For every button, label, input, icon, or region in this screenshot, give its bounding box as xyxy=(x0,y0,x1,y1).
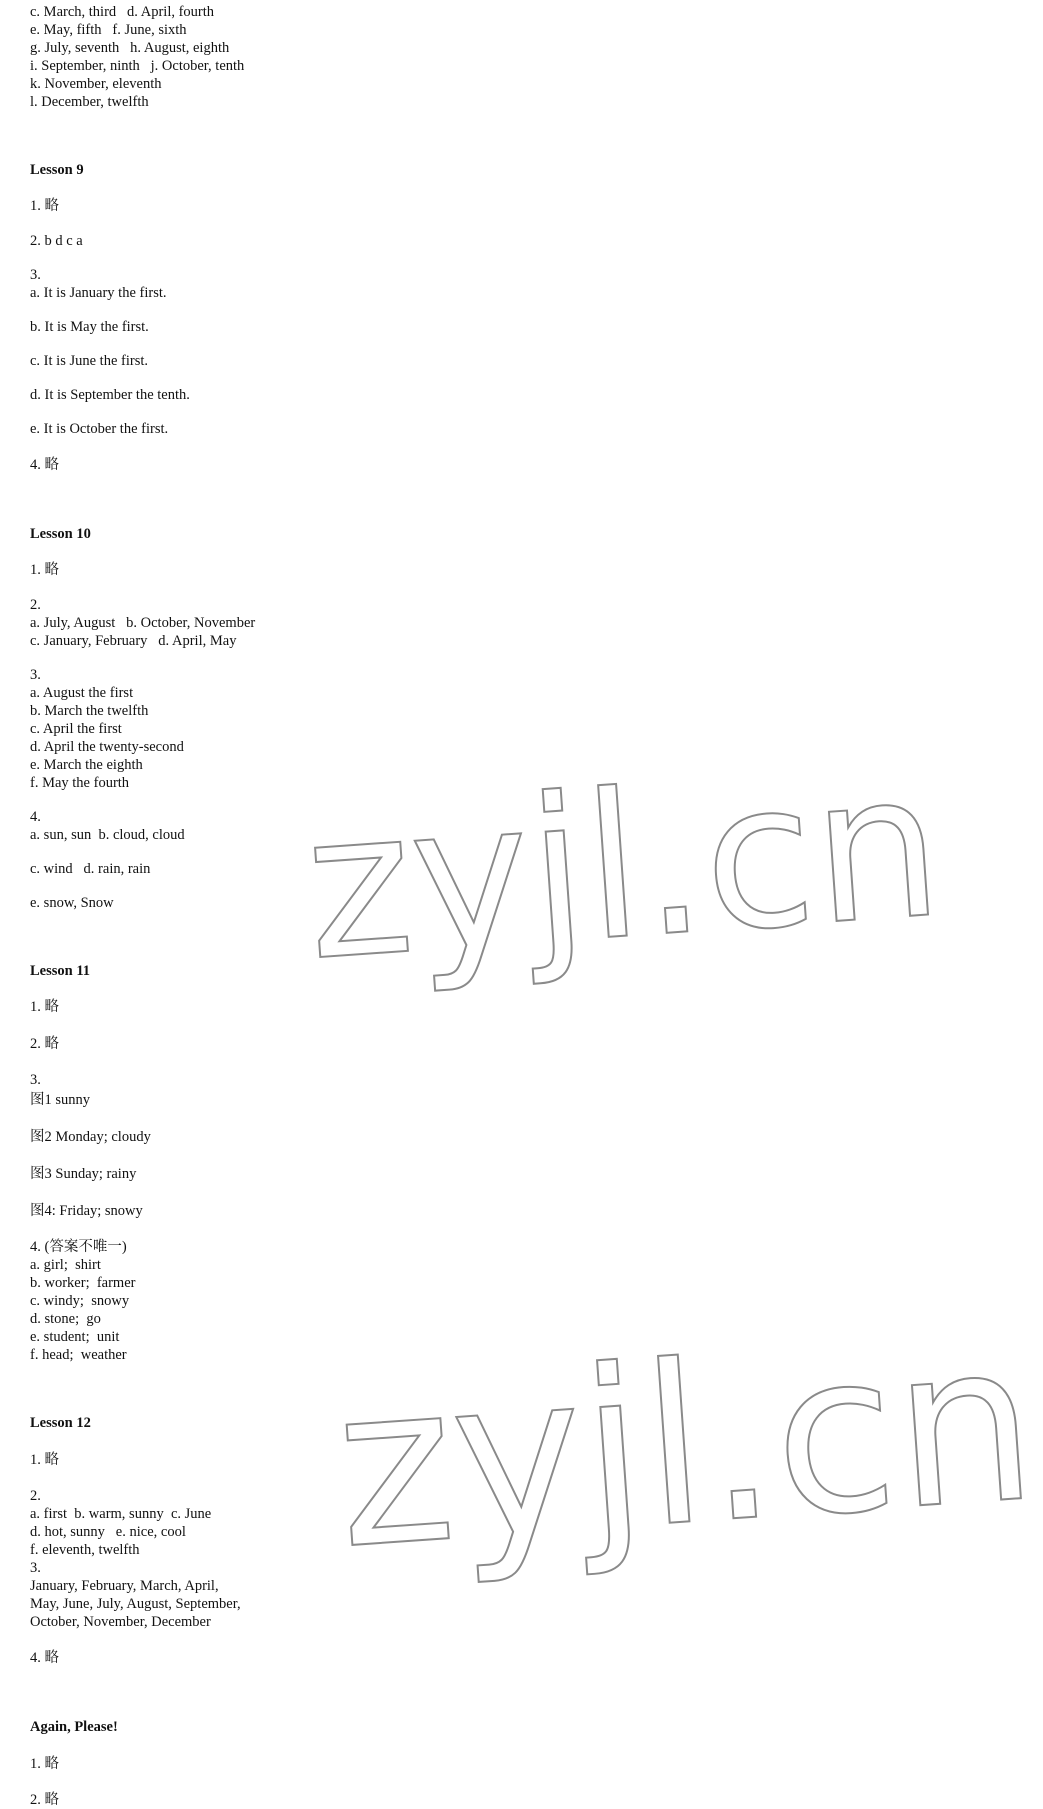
text-line: c. January, February d. April, May xyxy=(30,633,237,649)
lesson-11-heading: Lesson 11 xyxy=(30,963,91,979)
text-line: f. eleventh, twelfth xyxy=(30,1542,140,1558)
text-line: a. August the first xyxy=(30,685,134,701)
text-line: c. windy; snowy xyxy=(30,1293,130,1309)
text-line: f. head; weather xyxy=(30,1347,127,1363)
again-please-heading: Again, Please! xyxy=(30,1719,118,1735)
text-line: a. July, August b. October, November xyxy=(30,615,256,631)
text-line: k. November, eleventh xyxy=(30,76,162,92)
text-line: 2. 略 xyxy=(30,1792,59,1808)
text-line: 2. 略 xyxy=(30,1036,59,1052)
text-line: d. stone; go xyxy=(30,1311,101,1327)
text-line: g. July, seventh h. August, eighth xyxy=(30,40,230,56)
text-line: e. student; unit xyxy=(30,1329,120,1345)
text-line: f. May the fourth xyxy=(30,775,130,791)
text-line: d. April the twenty-second xyxy=(30,739,184,755)
text-line: 3. xyxy=(30,1560,41,1576)
text-line: 图4: Friday; snowy xyxy=(30,1203,143,1219)
text-line: 3. xyxy=(30,267,41,283)
text-line: e. May, fifth f. June, sixth xyxy=(30,22,187,38)
watermark: zyjl.cn xyxy=(328,1293,1043,1598)
text-line: 2. b d c a xyxy=(30,233,83,249)
text-line: 4. 略 xyxy=(30,1650,59,1666)
text-line: 3. xyxy=(30,1072,41,1088)
text-line: b. March the twelfth xyxy=(30,703,149,719)
text-line: d. It is September the tenth. xyxy=(30,387,190,403)
text-line: e. snow, Snow xyxy=(30,895,114,911)
text-line: c. wind d. rain, rain xyxy=(30,861,151,877)
text-line: l. December, twelfth xyxy=(30,94,149,110)
text-line: a. sun, sun b. cloud, cloud xyxy=(30,827,185,843)
text-line: 1. 略 xyxy=(30,999,59,1015)
text-line: c. It is June the first. xyxy=(30,353,148,369)
text-line: 图3 Sunday; rainy xyxy=(30,1166,137,1182)
lesson-12-heading: Lesson 12 xyxy=(30,1415,91,1431)
text-line: 4. xyxy=(30,809,41,825)
text-line: January, February, March, April, xyxy=(30,1578,219,1594)
text-line: 1. 略 xyxy=(30,1756,59,1772)
text-line: e. It is October the first. xyxy=(30,421,169,437)
text-line: 1. 略 xyxy=(30,198,59,214)
lesson-10-heading: Lesson 10 xyxy=(30,526,91,542)
text-line: 1. 略 xyxy=(30,562,59,578)
lesson-9-heading: Lesson 9 xyxy=(30,162,84,178)
watermark: zyjl.cn xyxy=(298,728,949,1006)
text-line: b. worker; farmer xyxy=(30,1275,136,1291)
text-line: 2. xyxy=(30,597,41,613)
text-line: 图1 sunny xyxy=(30,1092,91,1108)
text-line: 1. 略 xyxy=(30,1452,59,1468)
text-line: 4. 略 xyxy=(30,457,59,473)
text-line: a. It is January the first. xyxy=(30,285,167,301)
text-line: 3. xyxy=(30,667,41,683)
text-line: a. girl; shirt xyxy=(30,1257,101,1273)
text-line: a. first b. warm, sunny c. June xyxy=(30,1506,212,1522)
text-line: i. September, ninth j. October, tenth xyxy=(30,58,245,74)
text-line: May, June, July, August, September, xyxy=(30,1596,241,1612)
text-line: 图2 Monday; cloudy xyxy=(30,1129,151,1145)
text-line: d. hot, sunny e. nice, cool xyxy=(30,1524,186,1540)
text-line: 4. (答案不唯一) xyxy=(30,1239,127,1255)
text-line: c. March, third d. April, fourth xyxy=(30,4,215,20)
text-line: 2. xyxy=(30,1488,41,1504)
text-line: b. It is May the first. xyxy=(30,319,149,335)
text-line: e. March the eighth xyxy=(30,757,143,773)
text-line: c. April the first xyxy=(30,721,122,737)
text-line: October, November, December xyxy=(30,1614,211,1630)
